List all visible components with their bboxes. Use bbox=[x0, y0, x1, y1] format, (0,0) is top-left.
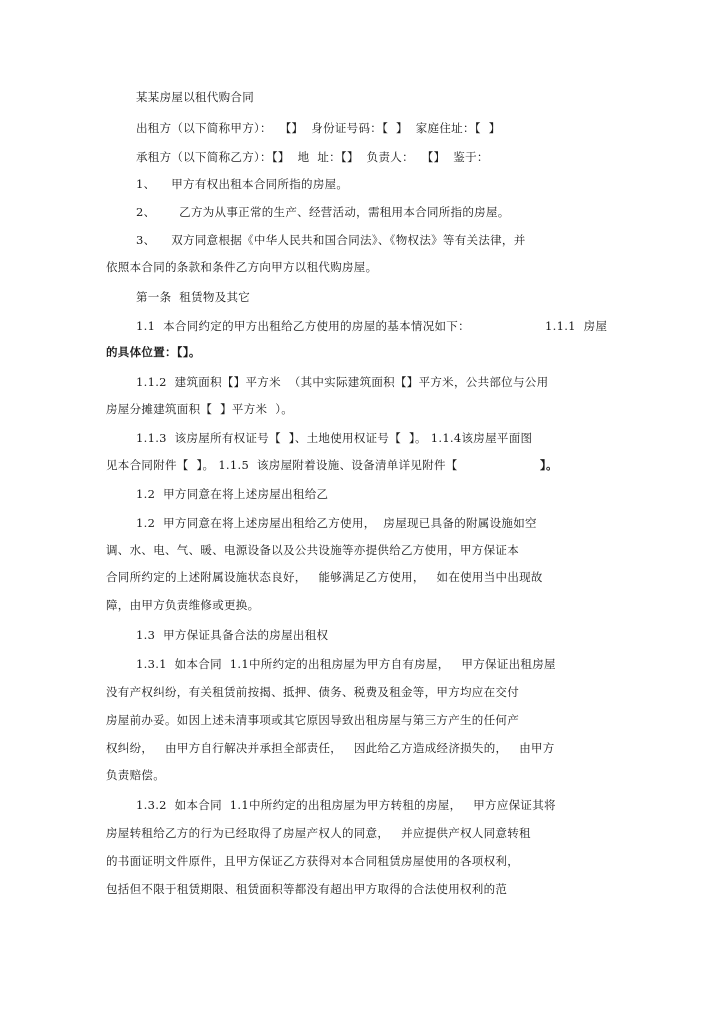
clause-1-1: 1.1 本合同约定的甲方出租给乙方使用的房屋的基本情况如下： bbox=[136, 319, 470, 333]
clause-1-2-line-4: 障，由甲方负责维修或更换。 bbox=[106, 598, 260, 612]
clause-1-2-heading: 1.2 甲方同意在将上述房屋出租给乙 bbox=[136, 487, 329, 501]
clause-1-3-1-line-5: 负责赔偿。 bbox=[106, 768, 165, 782]
clause-1-1-1-start: 1.1.1 房屋 bbox=[545, 319, 608, 333]
clause-1-1-2: 1.1.2 建筑面积【】平方米 （其中实际建筑面积【】平方米，公共部位与公用 bbox=[136, 375, 549, 389]
clause-1-1-5-end: 】。 bbox=[540, 458, 558, 472]
clause-1-1-1-cont: 的具体位置：【】。 bbox=[106, 345, 201, 359]
clause-1-1-3: 1.1.3 该房屋所有权证号【 】、土地使用权证号【 】。 1.1.4该房屋平面图 bbox=[136, 431, 533, 445]
document-title: 某某房屋以租代购合同 bbox=[136, 90, 254, 104]
clause-1-2-line-2: 调、水、电、气、暖、电源设备以及公共设施等亦提供给乙方使用，甲方保证本 bbox=[106, 543, 519, 557]
article-1-heading: 第一条 租赁物及其它 bbox=[136, 290, 251, 304]
recital-2: 2、 乙方为从事正常的生产、经营活动，需租用本合同所指的房屋。 bbox=[136, 205, 510, 219]
clause-1-3-1-line-4: 权纠纷， 由甲方自行解决并承担全部责任， 因此给乙方造成经济损失的， 由甲方 bbox=[106, 741, 555, 755]
lessee-line: 承租方（以下简称乙方）：【】 地 址：【】 负责人： 【】 鉴于： bbox=[136, 150, 489, 164]
clause-1-1-2-cont: 房屋分摊建筑面积【 】平方米 ）。 bbox=[106, 402, 294, 416]
clause-1-3-2-line-4: 包括但不限于租赁期限、租赁面积等都没有超出甲方取得的合法使用权利的范 bbox=[106, 882, 508, 896]
clause-1-3-heading: 1.3 甲方保证具备合法的房屋出租权 bbox=[136, 628, 329, 642]
clause-1-2: 1.2 甲方同意在将上述房屋出租给乙方使用， 房屋现已具备的附属设施如空 bbox=[136, 516, 537, 530]
recital-1: 1、 甲方有权出租本合同所指的房屋。 bbox=[136, 177, 349, 191]
clause-1-3-2: 1.3.2 如本合同 1.1中所约定的出租房屋为甲方转租的房屋， 甲方应保证其将 bbox=[136, 798, 556, 812]
lessor-line: 出租方（以下简称甲方）： 【】 身份证号码：【 】 家庭住址：【 】 bbox=[136, 121, 501, 135]
clause-1-3-1: 1.3.1 如本合同 1.1中所约定的出租房屋为甲方自有房屋， 甲方保证出租房屋 bbox=[136, 657, 556, 671]
clause-1-3-1-line-2: 没有产权纠纷，有关租赁前按揭、抵押、债务、税费及租金等，甲方均应在交付 bbox=[106, 685, 519, 699]
clause-1-3-2-line-3: 的书面证明文件原件，且甲方保证乙方获得对本合同租赁房屋使用的各项权利， bbox=[106, 854, 519, 868]
clause-1-3-1-line-3: 房屋前办妥。如因上述未清事项或其它原因导致出租房屋与第三方产生的任何产 bbox=[106, 713, 519, 727]
recital-3-cont: 依照本合同的条款和条件乙方向甲方以租代购房屋。 bbox=[106, 260, 378, 274]
clause-1-1-5: 见本合同附件【 】。 1.1.5 该房屋附着设施、设备清单详见附件【 bbox=[106, 458, 458, 472]
recital-3: 3、 双方同意根据《中华人民共和国合同法》、《物权法》等有关法律，并 bbox=[136, 233, 526, 247]
clause-1-2-line-3: 合同所约定的上述附属设施状态良好， 能够满足乙方使用， 如在使用当中出现故 bbox=[106, 570, 543, 584]
clause-1-3-2-line-2: 房屋转租给乙方的行为已经取得了房屋产权人的同意， 并应提供产权人同意转租 bbox=[106, 826, 531, 840]
